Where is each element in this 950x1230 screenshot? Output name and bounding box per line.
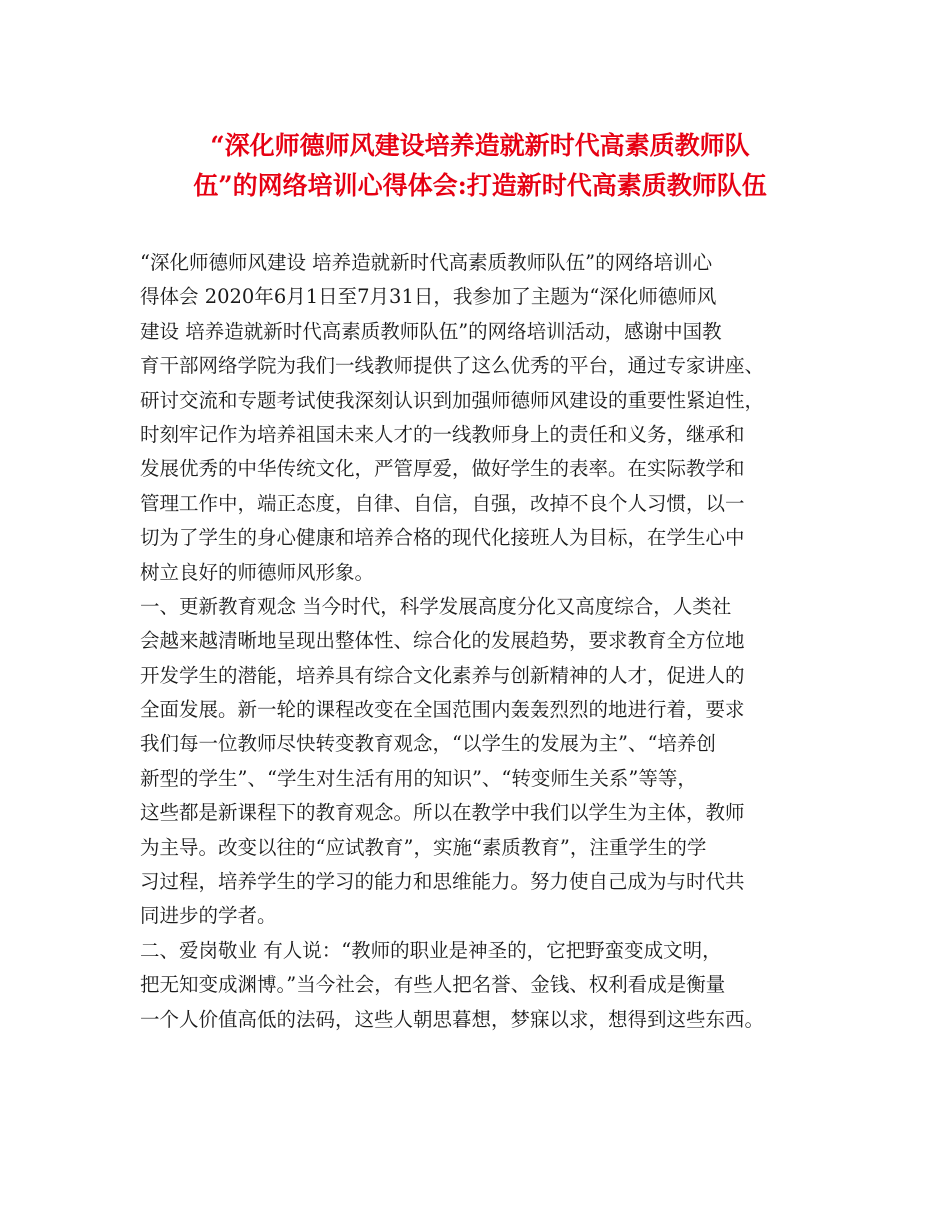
body-line: 我们每一位教师尽快转变教育观念，“以学生的发展为主”、“培养创 bbox=[140, 732, 716, 756]
body-line: 建设 培养造就新时代高素质教师队伍”的网络培训活动，感谢中国教 bbox=[140, 319, 722, 343]
title-line: 伍”的网络培训心得体会:打造新时代高素质教师队伍 bbox=[193, 171, 767, 200]
body-line: 习过程，培养学生的学习的能力和思维能力。努力使自己成为与时代共 bbox=[140, 870, 745, 894]
document-title bbox=[120, 126, 840, 206]
body-line: 时刻牢记作为培养祖国未来人才的一线教师身上的责任和义务，继承和 bbox=[140, 422, 745, 446]
body-line: 树立良好的师德师风形象。 bbox=[140, 560, 375, 584]
body-line: 把无知变成渊博。”当今社会，有些人把名誉、金钱、权利看成是衡量 bbox=[140, 973, 726, 997]
body-line: 切为了学生的身心健康和培养合格的现代化接班人为目标，在学生心中 bbox=[140, 526, 745, 550]
body-line: 这些都是新课程下的教育观念。所以在教学中我们以学生为主体，教师 bbox=[140, 801, 745, 825]
body-line: 为主导。改变以往的“应试教育”，实施“素质教育”，注重学生的学 bbox=[140, 835, 707, 859]
body-line: 同进步的学者。 bbox=[140, 904, 277, 928]
body-line: 会越来越清晰地呈现出整体性、综合化的发展趋势，要求教育全方位地 bbox=[140, 629, 745, 653]
document-body bbox=[140, 246, 840, 1037]
body-line: 发展优秀的中华传统文化，严管厚爱，做好学生的表率。在实际教学和 bbox=[140, 457, 745, 481]
body-line: 全面发展。新一轮的课程改变在全国范围内轰轰烈烈的地进行着，要求 bbox=[140, 698, 745, 722]
section-heading-line: 二、爱岗敬业 有人说：“教师的职业是神圣的，它把野蛮变成文明， bbox=[140, 938, 722, 962]
body-line: 一个人价值高低的法码，这些人朝思暮想，梦寐以求，想得到这些东西。 bbox=[140, 1007, 765, 1031]
body-line: 开发学生的潜能，培养具有综合文化素养与创新精神的人才，促进人的 bbox=[140, 663, 745, 687]
body-line: “深化师德师风建设 培养造就新时代高素质教师队伍”的网络培训心 bbox=[140, 251, 713, 274]
title-line: “深化师德师风建设培养造就新时代高素质教师队 bbox=[210, 131, 750, 160]
body-line: 研讨交流和专题考试使我深刻认识到加强师德师风建设的重要性紧迫性， bbox=[140, 388, 765, 412]
body-line: 新型的学生”、“学生对生活有用的知识”、“转变师生关系”等等， bbox=[140, 766, 697, 790]
body-line: 得体会 2020年6月1日至7月31日，我参加了主题为“深化师德师风 bbox=[140, 285, 717, 309]
section-heading-line: 一、更新教育观念 当今时代，科学发展高度分化又高度综合，人类社 bbox=[140, 594, 732, 618]
body-line: 育干部网络学院为我们一线教师提供了这么优秀的平台，通过专家讲座、 bbox=[140, 354, 765, 378]
body-line: 管理工作中，端正态度，自律、自信，自强，改掉不良个人习惯，以一 bbox=[140, 491, 745, 515]
